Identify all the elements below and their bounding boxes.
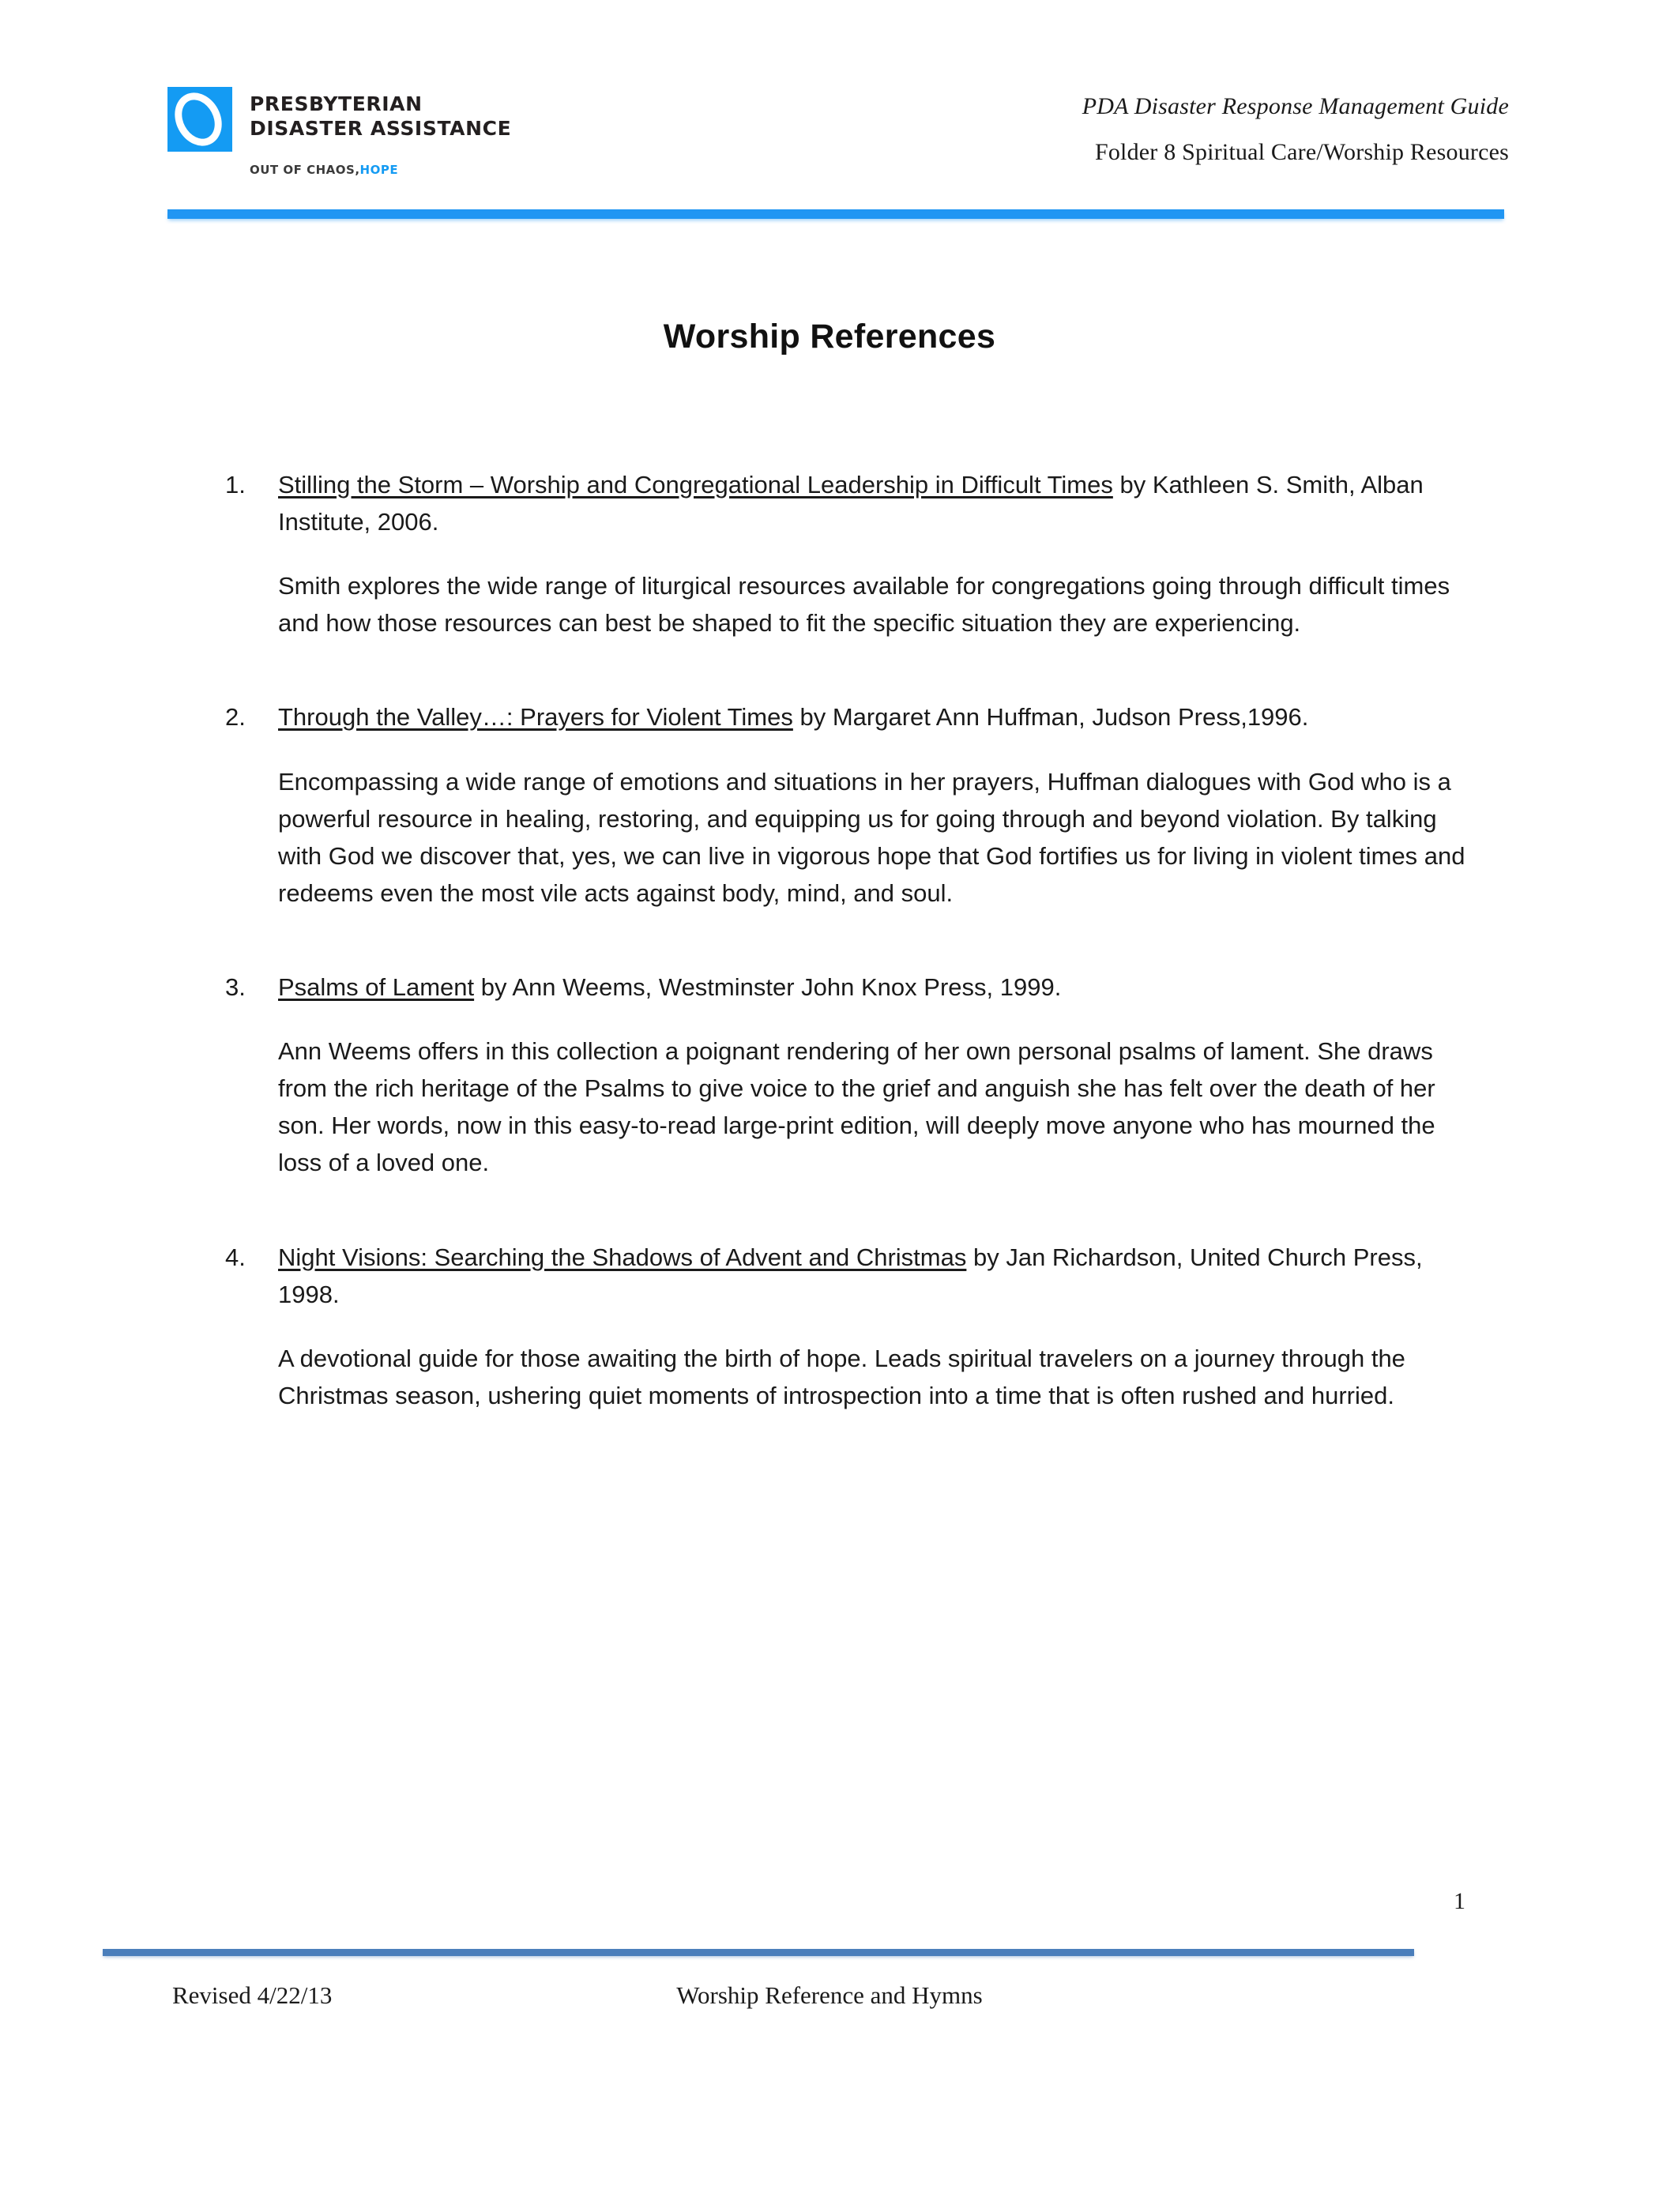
page-number: 1 [1454,1888,1465,1914]
list-item-number: 3. [225,972,246,1001]
reference-list [0,466,1659,1471]
list-item-description: Ann Weems offers in this collection a poignant rendering of her own personal psalms of lament. She draws from the rich heritage of the Psalms to give voice to the grief and anguish she has felt over the death of her son. Her words, now in this easy-to-read large-print edition, will deeply move anyone who has mourned the loss of a loved one. [278,1037,1435,1177]
work-attribution: by Kathleen S. Smith, Alban Institute, 2006. [278,471,1424,536]
pda-logo [167,87,511,177]
footer-divider-rule [103,1949,1414,1956]
list-item-number: 1. [225,471,246,498]
list-item [0,466,1659,641]
list-item-description: Smith explores the wide range of liturgical resources available for congregations going through difficult times and how those resources can best be shaped to fit the specific situation they are experiencing. [278,572,1450,638]
work-title: Through the Valley…: Prayers for Violent Times [278,703,793,732]
page-header [0,0,1659,237]
list-item-number: 2. [225,703,246,732]
page-title: Worship References [663,318,996,356]
list-item-description: A devotional guide for those awaiting the birth of hope. Leads spiritual travelers on a journey through the Christmas season, ushering quiet moments of introspection into a time that is often rushed and hurried. [278,1344,1405,1409]
guide-title: PDA Disaster Response Management Guide [1082,93,1509,119]
list-item-description: Encompassing a wide range of emotions and situations in her prayers, Huffman dialogues with God who is a powerful resource in healing, restoring, and equipping us for going through and beyond violation. By talking with God we discover that, yes, we can live in vigorous hope that God fortifies us for living in violent times and redeems even the most vile acts against body, mind, and soul. [278,767,1465,907]
list-item-number: 4. [225,1243,246,1271]
list-item-citation [278,698,1485,735]
work-title: Night Visions: Searching the Shadows of Advent and Christmas [278,1243,967,1271]
list-item [0,969,1659,1182]
header-divider-rule [167,209,1504,219]
logo-tagline [250,163,511,177]
footer-revised-date: Revised 4/22/13 [172,1981,333,2009]
logo-tagline-accent: HOPE [359,163,399,177]
logo-line-presbyterian: PRESBYTERIAN [250,92,423,115]
work-title: Stilling the Storm – Worship and Congregational Leadership in Difficult Times [278,471,1113,498]
folder-line: Folder 8 Spiritual Care/Worship Resources [1094,139,1509,165]
list-item-citation [278,969,1485,1006]
header-text-block [640,93,1509,165]
logo-tagline-dark: OUT OF CHAOS, [250,163,360,177]
list-item [0,698,1659,912]
logo-wordmark [250,87,511,141]
pda-logo-mark-icon [167,87,232,152]
work-attribution: by Margaret Ann Huffman, Judson Press,1996. [792,703,1309,732]
logo-line-disaster-assistance: DISASTER ASSISTANCE [250,116,512,140]
work-attribution: by Jan Richardson, United Church Press, 1998. [278,1243,1423,1308]
list-item [0,1239,1659,1414]
footer-center-label: Worship Reference and Hymns [676,1981,983,2009]
work-attribution: by Ann Weems, Westminster John Knox Press, 1999. [474,972,1062,1001]
list-item-citation [278,1239,1485,1313]
page-footer [0,1967,1659,2038]
list-item-citation [278,466,1485,540]
work-title: Psalms of Lament [278,972,475,1001]
